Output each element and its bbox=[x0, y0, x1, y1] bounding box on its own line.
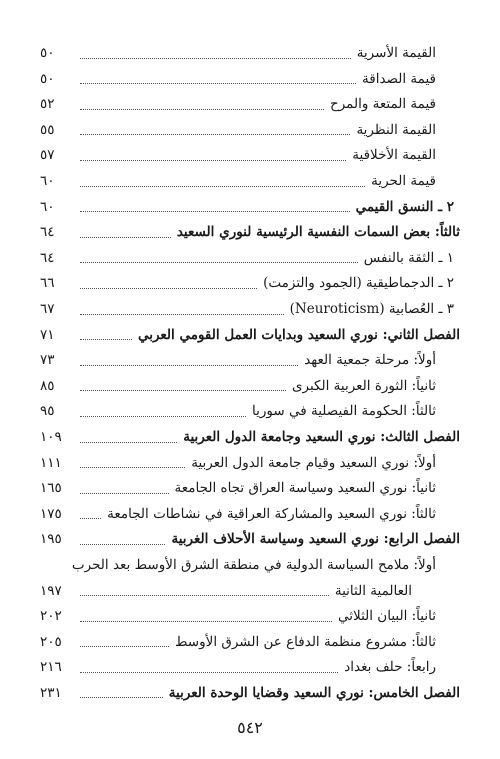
toc-entry bbox=[40, 524, 460, 550]
toc-entry-page: ٥٠ bbox=[40, 45, 55, 62]
toc-entry-page: ٦٤ bbox=[40, 249, 55, 266]
toc-entry bbox=[40, 396, 460, 422]
toc-entry-title: أولاً: ملامح السياسة الدولية في منطقة الشرق الأوسط بعد الحرب bbox=[71, 556, 436, 573]
dot-leader bbox=[80, 416, 246, 417]
toc-entry-page: ٧١ bbox=[40, 326, 55, 343]
toc-entry-title: الفصل الثالث: نوري السعيد وجامعة الدول العربية bbox=[183, 429, 460, 445]
toc-entry-page: ١١١ bbox=[40, 454, 62, 471]
toc-entry-title: ثانياً: الثورة العربية الكبرى bbox=[291, 377, 436, 394]
toc-entry-page: ٥٢ bbox=[40, 96, 55, 113]
dot-leader bbox=[80, 621, 332, 622]
toc-entry-page: ١٠٩ bbox=[40, 429, 62, 445]
toc-entry bbox=[40, 652, 460, 678]
toc-entry bbox=[40, 320, 460, 346]
toc-entry-page: ٥٥ bbox=[40, 121, 55, 138]
toc-entry-page: ٦٠ bbox=[40, 198, 55, 215]
toc-entry-title: ثالثاً: مشروع منظمة الدفاع عن الشرق الأوسط bbox=[174, 633, 436, 650]
toc-entry bbox=[40, 115, 460, 141]
toc-entry-page: ٦٤ bbox=[40, 224, 55, 241]
toc-entry-page: ١٦٥ bbox=[40, 480, 62, 497]
toc-entry-title: رابعاً: حلف بغداد bbox=[344, 659, 436, 676]
dot-leader bbox=[80, 518, 101, 519]
toc-entry-page: ٢١٦ bbox=[40, 659, 62, 676]
toc-entry bbox=[40, 575, 460, 601]
toc-entry bbox=[40, 89, 460, 115]
toc-entry bbox=[40, 499, 460, 525]
toc-entry-page: ٦٧ bbox=[40, 301, 55, 318]
toc-entry-title: أولاً: نوري السعيد وقيام جامعة الدول العربية bbox=[191, 454, 436, 471]
toc-entry bbox=[40, 166, 460, 192]
toc-entry bbox=[40, 192, 460, 218]
toc-entry-title: قيمة المتعة والمرح bbox=[330, 96, 436, 113]
toc-entry-page: ٢٠٢ bbox=[40, 608, 62, 625]
toc-entry-page: ٨٥ bbox=[40, 377, 55, 394]
dot-leader bbox=[80, 365, 298, 366]
dot-leader bbox=[80, 237, 171, 238]
dot-leader bbox=[80, 211, 350, 212]
toc-entry-title: قيمة الحرية bbox=[371, 173, 436, 190]
toc-entry-title: ثالثاً: نوري السعيد والمشاركة العراقية في نشاطات الجامعة bbox=[107, 505, 436, 522]
dot-leader bbox=[80, 390, 286, 391]
toc-entry-page: ٦٠ bbox=[40, 173, 55, 190]
toc-entry bbox=[40, 448, 460, 474]
toc-entry bbox=[40, 64, 460, 90]
toc-entry bbox=[40, 601, 460, 627]
dot-leader bbox=[80, 697, 163, 698]
toc-entry bbox=[40, 294, 460, 320]
dot-leader bbox=[80, 262, 358, 263]
toc-entry-page: ١٩٧ bbox=[40, 582, 62, 599]
dot-leader bbox=[80, 186, 365, 187]
dot-leader bbox=[80, 595, 329, 596]
toc-entry-title: ثانياً: نوري السعيد وسياسة العراق تجاه الجامعة bbox=[174, 480, 436, 497]
toc-entry-title: العالمية الثانية bbox=[334, 582, 412, 599]
toc-entry bbox=[40, 268, 460, 294]
toc-entry bbox=[40, 422, 460, 448]
dot-leader bbox=[80, 83, 356, 84]
toc-entry-title: ثانياً: البيان الثلاثي bbox=[338, 608, 436, 625]
dot-leader bbox=[80, 467, 185, 468]
toc-entry-title: قيمة الصداقة bbox=[362, 70, 436, 87]
toc-entry-title: ثالثاً: بعض السمات النفسية الرئيسية لنوري السعيد bbox=[176, 224, 460, 241]
toc-entry bbox=[40, 678, 460, 704]
toc-entry-page: ٦٦ bbox=[40, 275, 55, 292]
dot-leader bbox=[80, 160, 346, 161]
toc-entry bbox=[40, 473, 460, 499]
toc-entry bbox=[40, 371, 460, 397]
toc-entry-page: ٩٥ bbox=[40, 403, 55, 420]
dot-leader bbox=[80, 442, 177, 443]
toc-entry bbox=[40, 140, 460, 166]
toc-entry-title: الفصل الثاني: نوري السعيد وبدايات العمل القومي العربي bbox=[137, 326, 460, 343]
toc-entry-title: ٢ ـ النسق القيمي bbox=[355, 198, 454, 215]
dot-leader bbox=[80, 109, 324, 110]
toc-entry-title: الفصل الرابع: نوري السعيد وسياسة الأحلاف الغربية bbox=[171, 531, 460, 548]
dot-leader bbox=[80, 493, 169, 494]
dot-leader bbox=[80, 58, 351, 59]
toc-entry-page: ١٧٥ bbox=[40, 505, 62, 522]
dot-leader bbox=[80, 646, 169, 647]
table-of-contents bbox=[40, 38, 460, 703]
dot-leader bbox=[80, 314, 284, 315]
toc-entry bbox=[40, 627, 460, 653]
toc-entry-page: ٢٣١ bbox=[40, 684, 62, 701]
toc-entry-title: القيمة الأسرية bbox=[356, 45, 436, 62]
toc-entry bbox=[40, 243, 460, 269]
dot-leader bbox=[80, 339, 132, 340]
toc-entry-title: ثالثاً: الحكومة الفيصلية في سوريا bbox=[252, 403, 436, 420]
toc-entry-title: الفصل الخامس: نوري السعيد وقضايا الوحدة العربية bbox=[168, 684, 460, 701]
toc-entry-title: القيمة الأخلاقية bbox=[352, 147, 436, 164]
toc-entry bbox=[40, 345, 460, 371]
dot-leader bbox=[80, 672, 338, 673]
toc-entry-title: ٢ ـ الدجماطيقية (الجمود والتزمت) bbox=[263, 275, 454, 292]
toc-entry-title: ١ ـ الثقة بالنفس bbox=[363, 249, 454, 266]
toc-entry-title: القيمة النظرية bbox=[356, 121, 436, 138]
dot-leader bbox=[80, 544, 165, 545]
page-number: ٥٤٢ bbox=[237, 718, 263, 737]
toc-entry bbox=[40, 38, 460, 64]
toc-entry bbox=[40, 217, 460, 243]
toc-entry-page: ١٩٥ bbox=[40, 531, 62, 548]
toc-entry-page: ٢٠٥ bbox=[40, 633, 62, 650]
toc-entry-page: ٥٧ bbox=[40, 147, 55, 164]
toc-entry-title: ٣ ـ العُصابية (Neuroticism) bbox=[289, 301, 454, 318]
dot-leader bbox=[80, 134, 350, 135]
toc-entry bbox=[40, 550, 460, 576]
dot-leader bbox=[80, 288, 257, 289]
toc-entry-title: أولاً: مرحلة جمعية العهد bbox=[304, 352, 436, 369]
toc-entry-page: ٧٣ bbox=[40, 352, 55, 369]
toc-entry-page: ٥٠ bbox=[40, 70, 55, 87]
